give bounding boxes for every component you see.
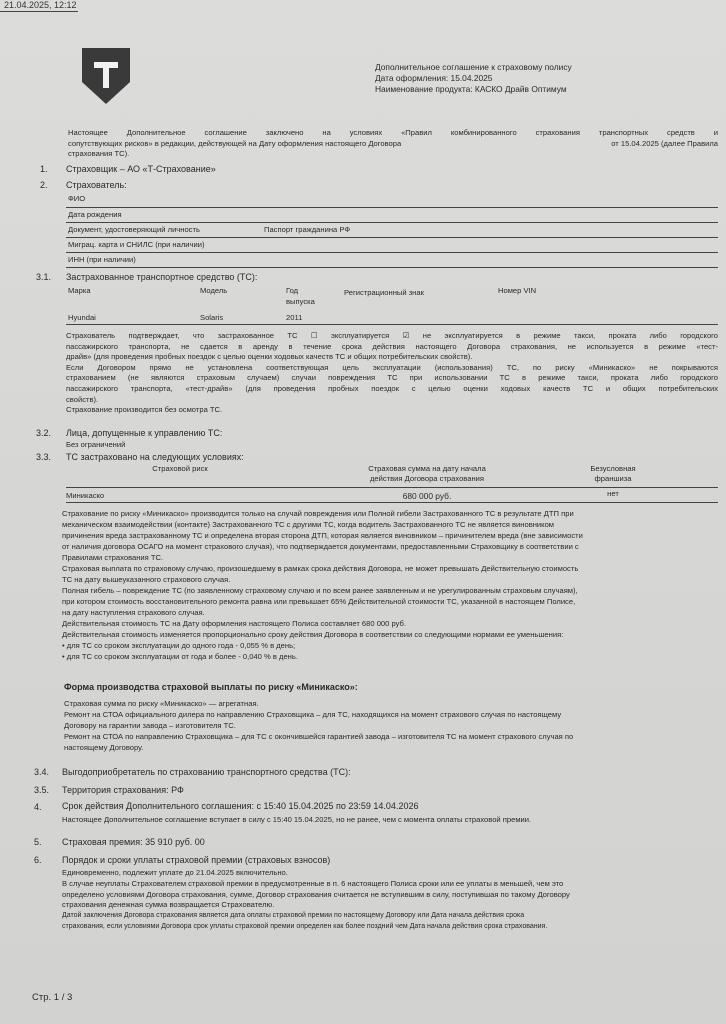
vehicle-header-year: Год выпуска <box>286 286 315 306</box>
policyholder-label: Страхователь: <box>66 180 127 190</box>
company-logo <box>82 48 130 104</box>
text-line: Действительная стоимость изменяется пропорционально сроку действия Договора в соответствии со следующими нормами ее уменьшения: <box>62 630 564 639</box>
text-line: драйв» (для проведения пробных поездок с целью оценки ходовых качеств ТС и общих потребительских свойств). <box>66 352 473 362</box>
divider <box>66 487 718 488</box>
section-number: 6. <box>34 855 42 865</box>
section-number: 3.1. <box>36 272 52 282</box>
text-line: настоящему Договору. <box>64 743 144 752</box>
vehicle-header-model: Модель <box>200 286 228 295</box>
insurer-label: Страховщик – АО «Т-Страхование» <box>66 164 216 174</box>
deductible-value: нет <box>607 489 619 498</box>
divider <box>0 11 78 12</box>
text-line: • для ТС со сроком эксплуатации до одного года - 0,055 % в день; <box>62 641 296 650</box>
intro-text: от 15.04.2025 (далее Правила <box>611 138 718 148</box>
intro-line: страхования ТС). <box>68 149 130 159</box>
text-line: Страховая сумма по риску «Миникаско» — агрегатная. <box>64 699 259 708</box>
deductible-header: Безусловная франшиза <box>590 464 636 483</box>
text-line: Правилами страхования ТС. <box>62 553 164 562</box>
text-line: Действительная стоимость ТС на Дату оформления настоящего Полиса составляет 680 000 руб. <box>62 619 406 628</box>
field-name-label: ФИО <box>68 194 86 203</box>
divider <box>66 502 718 503</box>
vehicle-header-plate: Регистрационный знак <box>344 288 424 297</box>
conditions-label: ТС застраховано на следующих условиях: <box>66 452 244 462</box>
payment-terms-paragraph <box>62 868 570 933</box>
text-line: Страхование производится без осмотра ТС. <box>66 405 223 415</box>
text-line: ТС на дату вышеуказанного страхового случая. <box>62 575 231 584</box>
divider <box>66 324 718 325</box>
product-name: Наименование продукта: КАСКО Драйв Оптимум <box>375 84 567 94</box>
field-id-document-label: Документ, удостоверяющий личность <box>68 225 200 234</box>
risk-header: Страховой риск <box>152 464 208 473</box>
field-snils-label: Миграц. карта и СНИЛС (при наличии) <box>68 240 205 249</box>
divider <box>66 237 718 238</box>
minicasco-terms-paragraph <box>62 508 583 662</box>
drivers-label: Лица, допущенные к управлению ТС: <box>66 428 223 438</box>
text-line: механическом взаимодействии (контакте) Застрахованного ТС с другими ТС, когда водитель Застрахованного ТС не является виновником <box>62 520 555 529</box>
drivers-value: Без ограничений <box>66 440 126 449</box>
text-line: страхования, если условиями Договора срок уплаты страховой премии определен как более поздний чем Дата начала действия срока страхования. <box>62 922 548 930</box>
intro-line <box>68 139 718 150</box>
issue-date: Дата оформления: 15.04.2025 <box>375 73 493 83</box>
premium-label: Страховая премия: 35 910 руб. 00 <box>62 837 205 847</box>
field-inn-label: ИНН (при наличии) <box>68 255 136 264</box>
text-line: Страховая выплата по страховому случаю, произошедшему в рамках срока действия Договора, не может превышать Действительную стоимость <box>62 564 579 573</box>
section-number: 3.2. <box>36 428 52 438</box>
vehicle-model: Solaris <box>200 313 224 322</box>
section-number: 3.4. <box>34 767 50 777</box>
text-line: страхования денежная сумма возвращается Страхователю. <box>62 900 275 910</box>
territory-label: Территория страхования: РФ <box>62 785 184 795</box>
term-note: Настоящее Дополнительное соглашение вступает в силу с 15:40 15.04.2025, но не ранее, чем с момента оплаты страховой премии. <box>62 815 532 824</box>
text-line: Датой заключения Договора страхования является дата оплаты страховой премии по настоящему Договору или Дата начала действия срока <box>62 912 525 920</box>
payment-terms-label: Порядок и сроки уплаты страховой премии (страховых взносов) <box>62 855 331 865</box>
intro-line: Настоящее Дополнительное соглашение заключено на условиях «Правил комбинированного страхования транспортных средств и <box>68 128 718 137</box>
text-line: Если Договором прямо не установлена соответствующая цель эксплуатации (использования) ТС, по риску «Миникаско» не покрываются <box>66 362 718 372</box>
payout-form-title: Форма производства страховой выплаты по риску «Миникаско»: <box>64 682 358 692</box>
payout-form-paragraph <box>64 698 573 753</box>
vehicle-header-vin: Номер VIN <box>498 286 537 295</box>
document-title: Дополнительное соглашение к страховому полису <box>375 62 572 72</box>
section-number: 4. <box>34 802 42 812</box>
intro-paragraph <box>68 128 718 160</box>
field-id-document-value: Паспорт гражданина РФ <box>264 225 351 234</box>
term-label: Срок действия Дополнительного соглашения: с 15:40 15.04.2025 по 23:59 14.04.2026 <box>62 801 419 811</box>
intro-text: сопутствующих рисков» в редакции, действующей на Дату оформления настоящего Договора <box>68 138 402 148</box>
sum-insured-header: Страховая сумма на дату начала действия Договора страхования <box>368 464 486 483</box>
text-line: • для ТС со сроком эксплуатации от года и более - 0,040 % в день. <box>62 652 298 661</box>
document-header <box>375 62 572 95</box>
divider <box>66 207 718 208</box>
text-line: Страхование по риску «Миникаско» производится только на случай повреждения или Полной гибели Застрахованного ТС в результате ДТП при <box>62 509 574 518</box>
risk-name: Миникаско <box>66 491 105 500</box>
page-number: Стр. 1 / 3 <box>32 992 73 1003</box>
text-line: Страхователь подтверждает, что застрахованное ТС ☐ эксплуатируется ☑ не эксплуатируется в режиме такси, проката либо городского <box>66 331 718 340</box>
section-number: 3.3. <box>36 452 52 462</box>
text-line: на дату наступления страхового случая. <box>62 608 205 617</box>
text-line: страхованием (не являются страховым случаем) случаи повреждения ТС при использовании ТС в режиме такси, проката либо городского <box>66 373 718 383</box>
shield-logo-icon <box>82 48 130 104</box>
beneficiary-label: Выгодоприобретатель по страхованию транспортного средства (ТС): <box>62 767 351 777</box>
screenshot-timestamp: 21.04.2025, 12:12 <box>4 0 77 10</box>
text-line: при котором стоимость восстановительного ремонта равна или превышает 65% Действительной стоимости ТС, указанной в настоящем Полисе, <box>62 597 576 606</box>
usage-paragraph <box>66 331 718 416</box>
section-number: 3.5. <box>34 785 50 795</box>
text-line: Ремонт на СТОА по направлению Страховщика – для ТС с окончившейся гарантией завода – изготовителя ТС на момент страхового случая по <box>64 732 574 741</box>
text-line: Полная гибель – повреждение ТС (по заявленному страховому случаю и по всем ранее заявленным и не урегулированным страховым случаям), <box>62 586 578 595</box>
divider <box>66 252 718 253</box>
vehicle-section-label: Застрахованное транспортное средство (ТС): <box>66 272 258 282</box>
section-number: 2. <box>40 180 48 190</box>
divider <box>66 267 718 268</box>
text-line: определено условиями Договора страхования, сумме, Договор страхования считается не вступившим в силу, поступившая по такому Договору <box>62 889 570 899</box>
text-line: от наличия договора ОСАГО на момент страхового случая), что подтверждается документами, предоставленными Страховщику в соответствии с <box>62 542 579 551</box>
section-number: 1. <box>40 164 48 174</box>
vehicle-make: Hyundai <box>68 313 96 322</box>
text-line: пассажирского транспорта, не сдается в аренду в течение срока действия настоящего Договора страхования, не используется в режиме «тест- <box>66 341 718 351</box>
text-line: пассажирского транспорта, «тест-драйв» (для проведения пробных поездок с целью оценки ходовых качеств ТС и общих потребительских <box>66 383 718 393</box>
vehicle-header-make: Марка <box>68 286 91 295</box>
text-line: Единовременно, подлежит уплате до 21.04.2025 включительно. <box>62 868 288 877</box>
text-line: Договору на гарантии завода – изготовителя ТС. <box>64 721 236 730</box>
field-birthdate-label: Дата рождения <box>68 210 122 219</box>
vehicle-year: 2011 <box>286 313 303 322</box>
text-line: причинения вреда застрахованному ТС и определена вторая сторона ДТП, которая является виновником – причинителем вреда (вне зависимости <box>62 531 583 540</box>
section-number: 5. <box>34 837 42 847</box>
text-line: В случае неуплаты Страхователем страховой премии в предусмотренные в п. 6 настоящего Полиса сроки или ее уплаты в меньшей, чем это <box>62 878 564 888</box>
divider <box>66 222 718 223</box>
text-line: свойств). <box>66 394 99 404</box>
sum-insured-value: 680 000 руб. <box>402 491 452 501</box>
text-line: Ремонт на СТОА официального дилера по направлению Страховщика – для ТС, находящихся на момент страхового случая по настоящему <box>64 710 562 719</box>
